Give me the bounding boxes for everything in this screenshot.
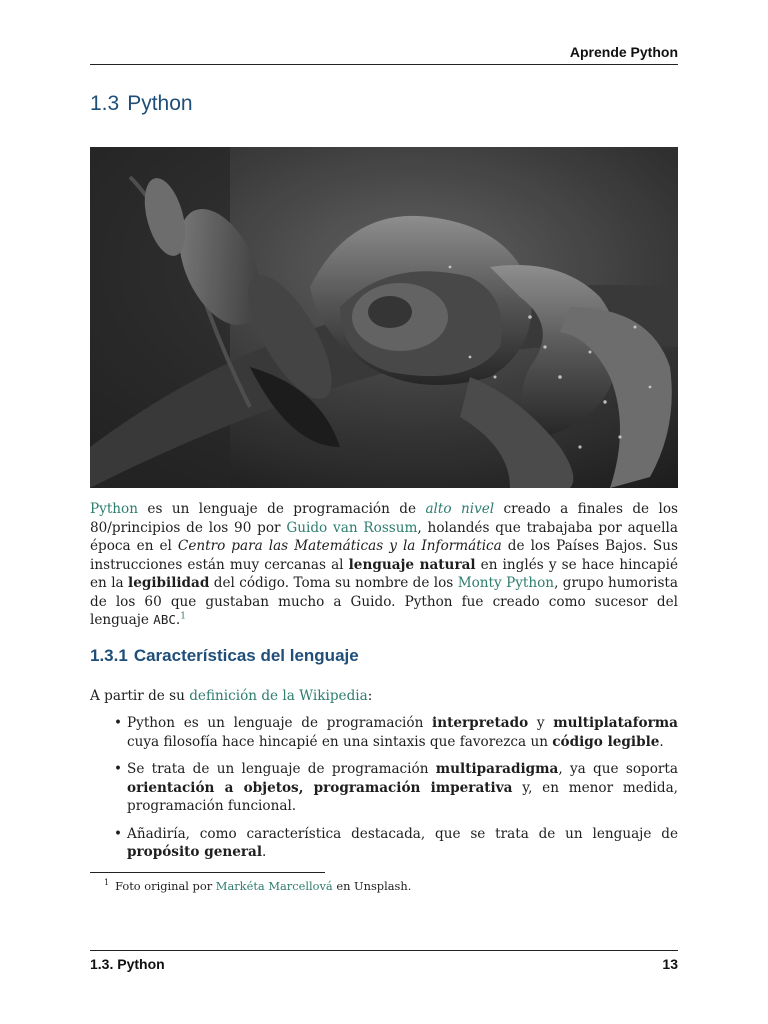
- python-photo: [90, 147, 678, 488]
- footnote-text: en Unsplash.: [332, 878, 412, 893]
- item-text: Añadiría, como característica destacada, que se trata de un lenguaje de: [127, 825, 678, 842]
- list-item: [90, 760, 678, 816]
- monty-python-link[interactable]: Monty Python: [457, 575, 555, 591]
- paragraph-text: de los Países Bajos. Sus instrucciones están muy cercanas al: [90, 538, 678, 573]
- section-title: [90, 92, 193, 116]
- item-strong: multiplataforma: [553, 715, 678, 731]
- bullet-icon: •: [114, 825, 123, 842]
- alto-nivel-link[interactable]: [425, 501, 494, 517]
- page-footer: [90, 956, 678, 976]
- item-strong: multiparadigma: [435, 761, 559, 777]
- guido-link[interactable]: Guido van Rossum: [286, 519, 418, 536]
- item-strong: interpretado: [432, 715, 529, 731]
- centro-emphasis: Centro para las Matemáticas y la Informática: [177, 538, 502, 554]
- wikipedia-intro: [90, 687, 678, 706]
- item-text: Se trata de un lenguaje de programación: [127, 761, 436, 777]
- footer-section-label: 1.3. Python: [90, 956, 165, 972]
- list-item: [90, 825, 678, 862]
- item-strong: orientación a objetos, programación imperativa: [127, 779, 513, 796]
- abc-code: ABC: [153, 612, 176, 627]
- subsection-number: 1.3.1: [90, 646, 128, 665]
- running-header: Aprende Python: [569, 44, 678, 60]
- section-number: 1.3: [90, 92, 120, 115]
- item-text: y, en menor medida, programación funcional.: [127, 779, 678, 814]
- wikipedia-link[interactable]: definición de la Wikipedia: [189, 688, 368, 704]
- list-item: [90, 714, 678, 751]
- footnote-text: Foto original por: [115, 878, 216, 893]
- page-number: 13: [662, 956, 678, 972]
- paragraph-text: .: [175, 612, 181, 628]
- subsection-title-text: Características del lenguaje: [133, 646, 359, 665]
- paragraph-text: , holandés que trabajaba por aquella época en el: [90, 519, 678, 554]
- item-text: , ya que soporta: [558, 761, 678, 777]
- paragraph-text: en inglés y se hace hincapié en la: [90, 556, 678, 591]
- paragraph-text: del código. Toma su nombre de los: [209, 575, 458, 591]
- subsection-title: [90, 646, 359, 666]
- bullet-icon: •: [114, 761, 123, 777]
- section-title-text: Python: [127, 92, 193, 115]
- footnote-ref[interactable]: 1: [180, 611, 186, 622]
- item-strong: código legible: [552, 733, 660, 750]
- lenguaje-natural-strong: lenguaje natural: [348, 556, 476, 573]
- bullet-icon: •: [114, 715, 123, 731]
- item-text: .: [659, 733, 664, 750]
- paragraph-text: es un lenguaje de programación de: [137, 501, 426, 517]
- footnote-mark: 1: [104, 878, 110, 887]
- photographer-link[interactable]: Markéta Marcellová: [215, 878, 333, 893]
- item-text: cuya filosofía hace hincapié en una sintaxis que favorezca un: [127, 733, 553, 750]
- footer-rule: [90, 950, 678, 951]
- paragraph-text: creado a finales de los 80/principios de los 90 por: [90, 501, 678, 536]
- intro-text: :: [367, 688, 373, 704]
- intro-text: A partir de su: [90, 688, 190, 704]
- intro-paragraph: [90, 500, 678, 630]
- item-text: Python es un lenguaje de programación: [127, 715, 433, 731]
- item-text: y: [528, 715, 554, 731]
- paragraph-text: , grupo humorista de los 60 que gustaban mucho a Guido. Python fue creado como sucesor del lenguaje: [90, 575, 679, 628]
- footnote: [104, 875, 678, 894]
- item-strong: propósito general: [127, 844, 263, 860]
- features-list: [90, 714, 678, 871]
- item-text: .: [262, 844, 267, 860]
- alto-nivel-text: alto nivel: [425, 501, 495, 517]
- footnote-rule: [90, 872, 325, 873]
- legibilidad-strong: legibilidad: [128, 575, 210, 591]
- python-link[interactable]: Python: [90, 501, 138, 517]
- header-rule: [90, 64, 678, 65]
